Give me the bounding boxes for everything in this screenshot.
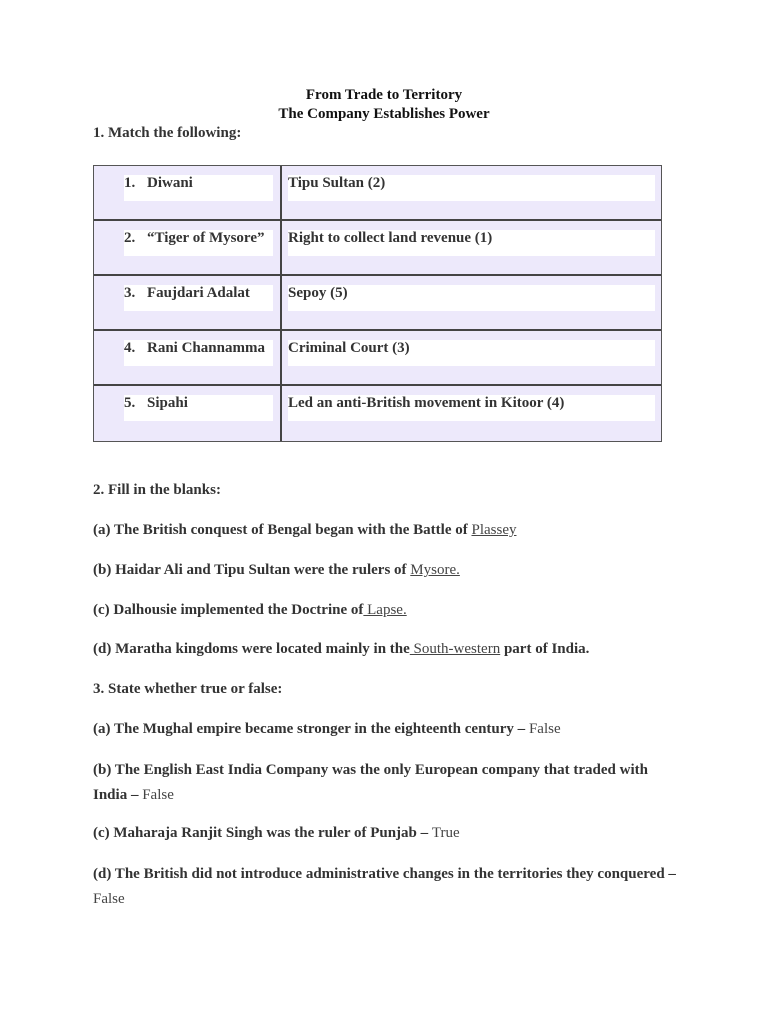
answer-text: Lapse. — [363, 602, 407, 618]
true-false-item — [93, 825, 460, 842]
match-cell — [288, 175, 655, 201]
question-text: (b) The English East India Company was the only European company that traded with India – — [93, 762, 648, 803]
term-cell — [124, 175, 273, 201]
match-text: Led an anti-British movement in Kitoor (4) — [288, 395, 565, 411]
column-divider — [280, 276, 282, 329]
true-false-item — [93, 721, 561, 738]
question-text: (a) The British conquest of Bengal began with the Battle of — [93, 522, 472, 538]
term-text: Faujdari Adalat — [147, 285, 250, 301]
match-text: Sepoy (5) — [288, 285, 348, 301]
answer-text: South-western — [409, 641, 501, 657]
column-divider — [280, 221, 282, 274]
question-text: (b) Haidar Ali and Tipu Sultan were the rulers of — [93, 562, 411, 578]
fill-blank-item — [93, 641, 589, 658]
table-row — [94, 331, 661, 386]
answer-text: False — [528, 721, 561, 737]
term-cell — [124, 230, 273, 256]
fill-blank-item — [93, 562, 460, 579]
match-cell — [288, 395, 655, 421]
document-subtitle: The Company Establishes Power — [278, 106, 490, 122]
true-false-heading: 3. State whether true or false: — [93, 681, 283, 697]
term-cell — [124, 395, 273, 421]
question-suffix: part of India. — [500, 641, 590, 657]
match-table — [93, 165, 662, 442]
term-cell — [124, 340, 273, 366]
answer-text: Mysore. — [410, 562, 460, 578]
table-row — [94, 276, 661, 331]
column-divider — [280, 386, 282, 441]
term-text: Diwani — [147, 175, 193, 191]
question-text: (c) Maharaja Ranjit Singh was the ruler of Punjab – — [93, 825, 432, 841]
match-cell — [288, 340, 655, 366]
match-text: Tipu Sultan (2) — [288, 175, 386, 191]
match-heading: 1. Match the following: — [93, 125, 242, 141]
row-number: 3. — [124, 285, 136, 301]
row-number: 1. — [124, 175, 136, 191]
question-text: (a) The Mughal empire became stronger in the eighteenth century – — [93, 721, 529, 737]
term-text: “Tiger of Mysore” — [147, 230, 265, 246]
answer-text: Plassey — [471, 522, 517, 538]
fill-blanks-heading: 2. Fill in the blanks: — [93, 482, 221, 498]
question-text: (d) Maratha kingdoms were located mainly in the — [93, 641, 410, 657]
table-row — [94, 386, 661, 441]
match-text: Criminal Court (3) — [288, 340, 410, 356]
column-divider — [280, 166, 282, 219]
question-text: (c) Dalhousie implemented the Doctrine of — [93, 602, 364, 618]
column-divider — [280, 331, 282, 384]
question-text: (d) The British did not introduce administrative changes in the territories they conquered – — [93, 866, 676, 882]
answer-text: True — [431, 825, 460, 841]
row-number: 5. — [124, 395, 136, 411]
fill-blank-item — [93, 522, 516, 539]
match-cell — [288, 285, 655, 311]
row-number: 2. — [124, 230, 136, 246]
row-number: 4. — [124, 340, 136, 356]
fill-blank-item — [93, 602, 407, 619]
table-row — [94, 221, 661, 276]
true-false-item — [93, 862, 683, 912]
answer-text: False — [142, 787, 174, 803]
table-row — [94, 166, 661, 221]
match-cell — [288, 230, 655, 256]
term-text: Rani Channamma — [147, 340, 265, 356]
true-false-item — [93, 758, 683, 808]
match-text: Right to collect land revenue (1) — [288, 230, 493, 246]
term-text: Sipahi — [147, 395, 188, 411]
document-title: From Trade to Territory — [305, 87, 463, 103]
term-cell — [124, 285, 273, 311]
answer-text: False — [93, 891, 125, 907]
